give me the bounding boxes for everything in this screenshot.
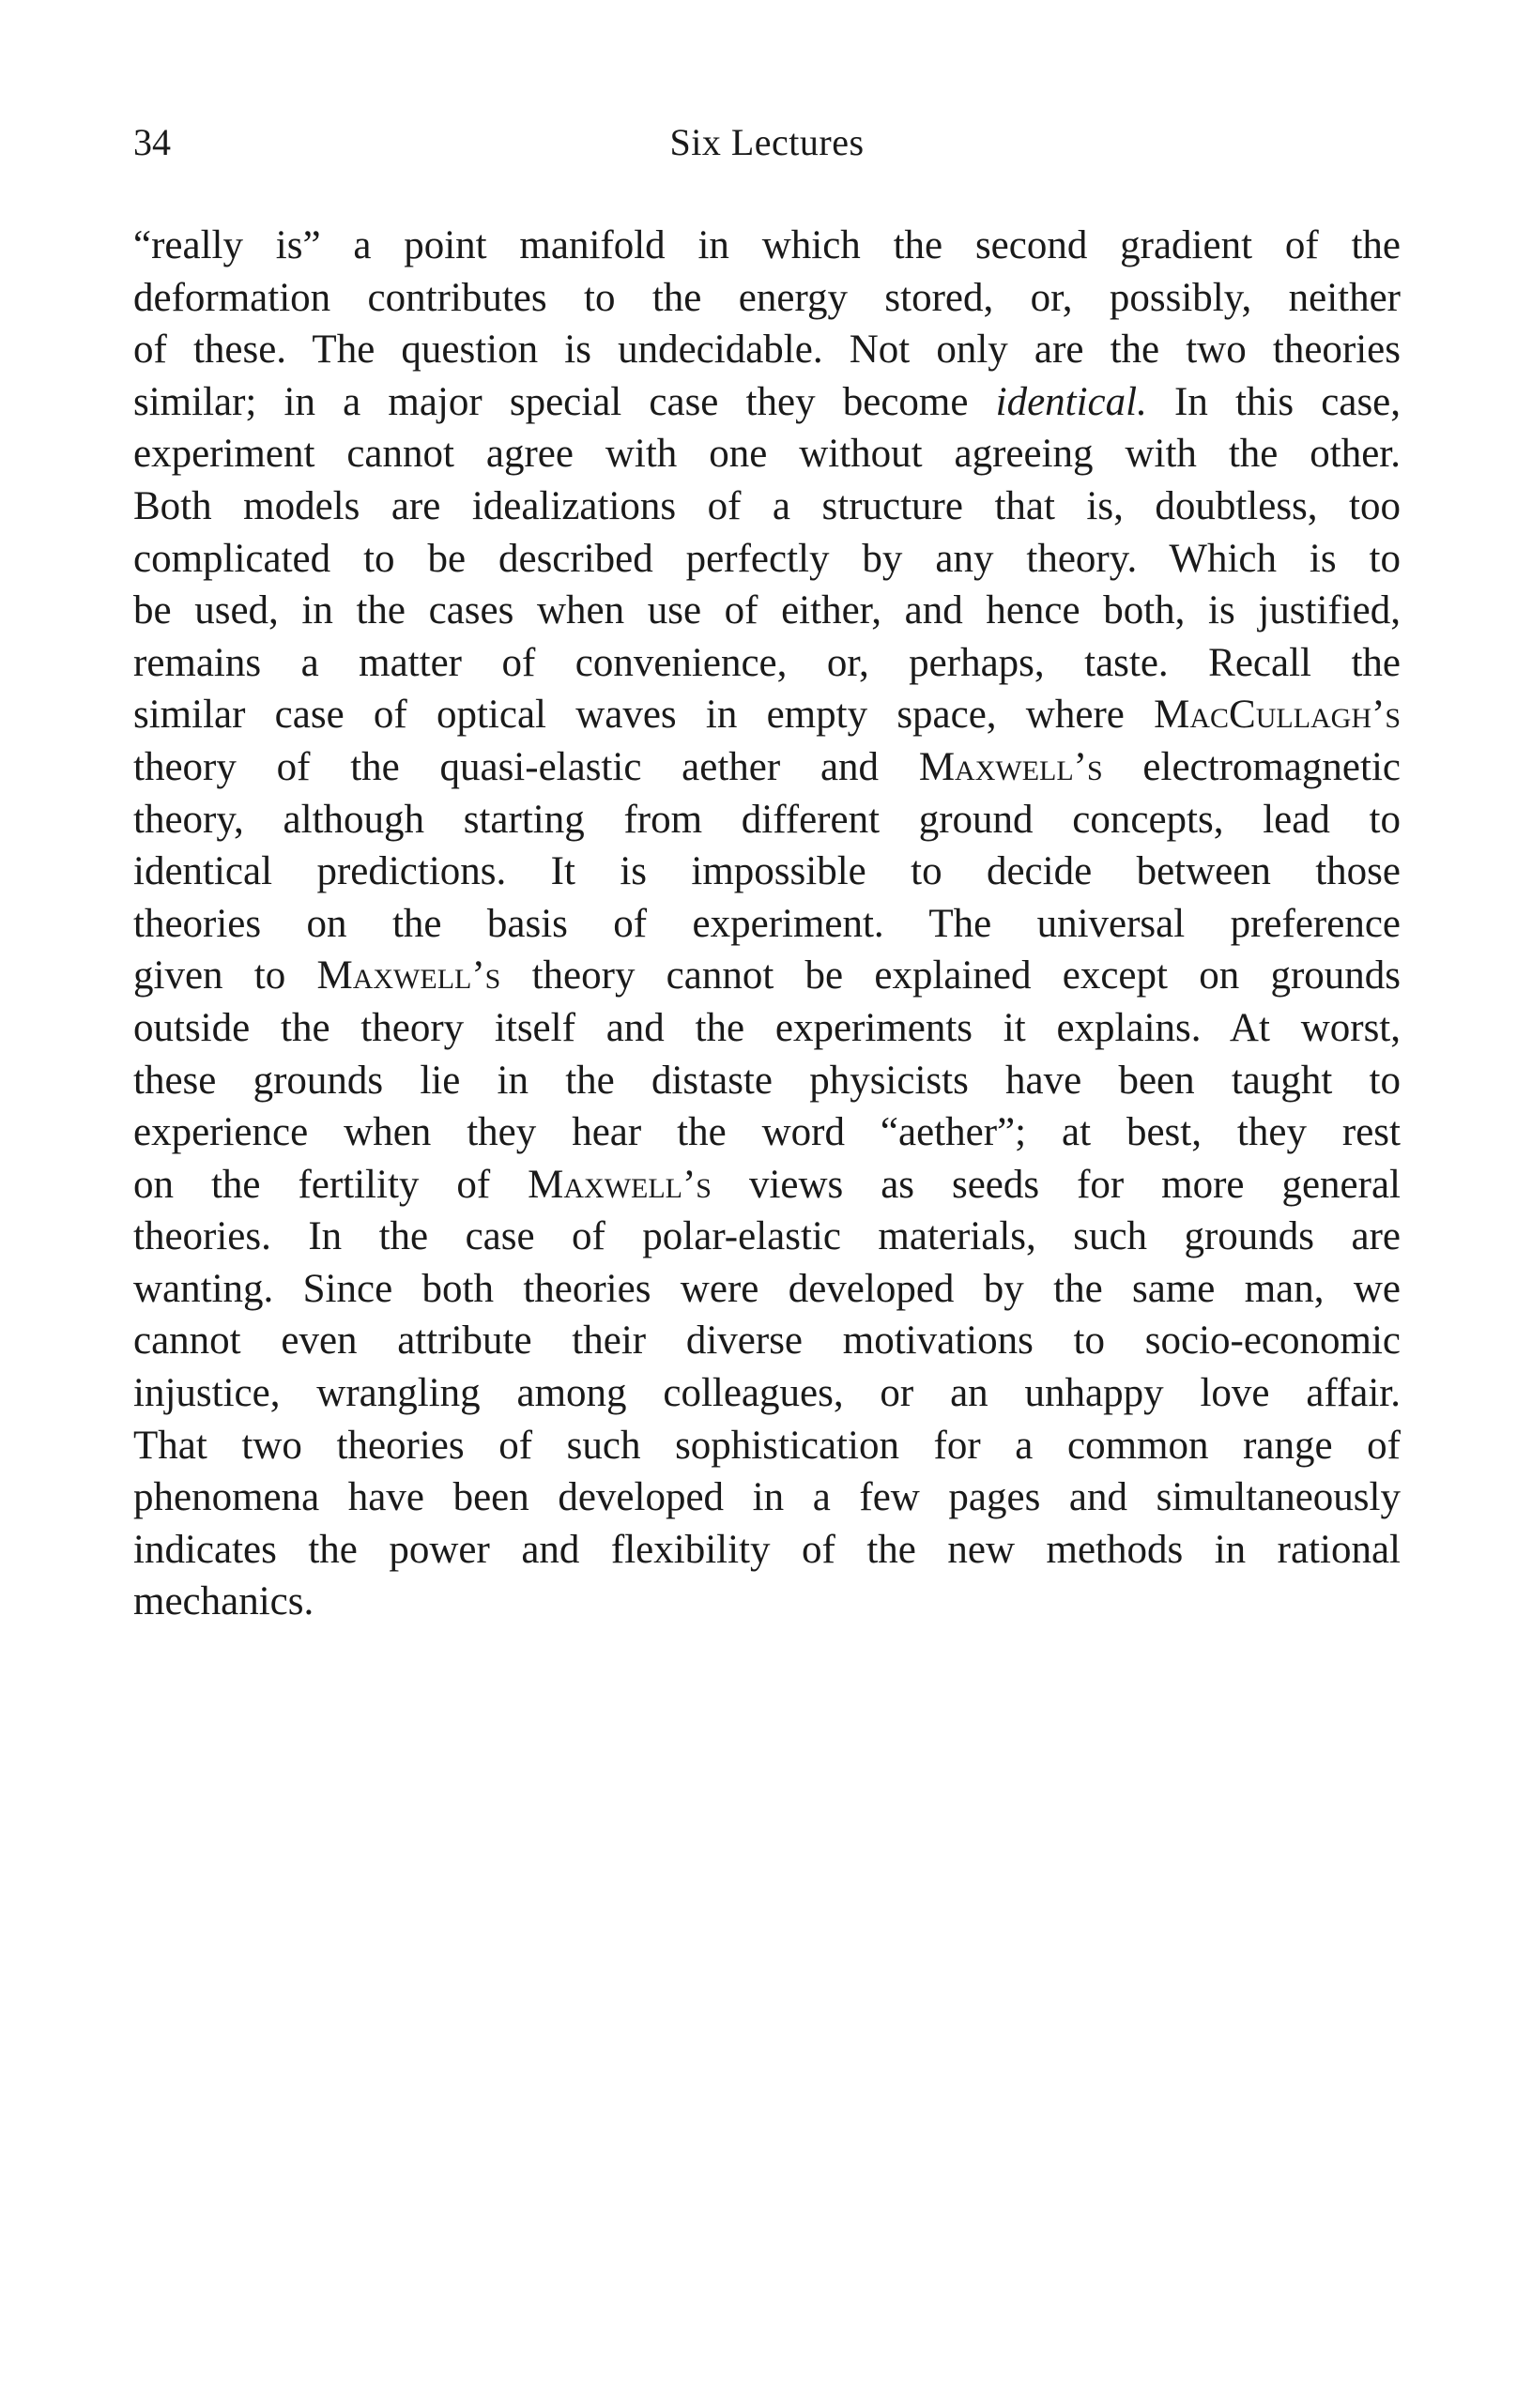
text-line: theories on the basis of experiment. The universal preference xyxy=(133,901,1401,946)
text-line: theory, although starting from different ground concepts, lead to xyxy=(133,797,1401,842)
text-line: be used, in the cases when use of either, and hence both, is justified, xyxy=(133,588,1401,633)
text-line: theory of the quasi-elastic aether and Maxwell’s electromagnetic xyxy=(133,744,1401,789)
text-line: “really is” a point manifold in which the second gradient of the xyxy=(133,223,1401,267)
text-line: similar; in a major special case they become identical. In this case, xyxy=(133,379,1402,424)
text-line: theories. In the case of polar-elastic materials, such grounds are xyxy=(133,1214,1401,1259)
text-line: outside the theory itself and the experiments it explains. At worst, xyxy=(133,1005,1401,1050)
body-paragraph xyxy=(133,220,1401,1628)
text-line: wanting. Since both theories were developed by the same man, we xyxy=(133,1266,1401,1311)
text-line: identical predictions. It is impossible to decide between those xyxy=(133,849,1401,894)
text-line: experiment cannot agree with one without agreeing with the other. xyxy=(133,432,1401,477)
author-name-maxwell: Maxwell’s xyxy=(316,953,501,998)
author-name-maxwell: Maxwell’s xyxy=(918,744,1103,789)
text-line: of these. The question is undecidable. Not only are the two theories xyxy=(133,328,1401,373)
text-line: Both models are idealizations of a structure that is, doubtless, too xyxy=(133,483,1401,528)
author-name-maccullagh: MacCullagh’s xyxy=(1154,693,1402,738)
page-number: 34 xyxy=(133,121,171,163)
page-header xyxy=(133,114,1401,171)
text-line: remains a matter of convenience, or, perhaps, taste. Recall the xyxy=(133,640,1401,685)
text-line: experience when they hear the word “aether”; at best, they rest xyxy=(133,1110,1401,1155)
text-line: phenomena have been developed in a few pages and simultaneously xyxy=(133,1475,1401,1520)
author-name-maxwell: Maxwell’s xyxy=(528,1162,712,1207)
text-line: indicates the power and flexibility of the new methods in rational xyxy=(133,1527,1401,1572)
text-line: similar case of optical waves in empty space, where MacCullagh’s xyxy=(133,693,1402,738)
emphasis-identical: identical. xyxy=(995,379,1147,424)
text-line: given to Maxwell’s theory cannot be explained except on grounds xyxy=(133,953,1402,998)
text-line: deformation contributes to the energy stored, or, possibly, neither xyxy=(133,275,1401,320)
text-line: mechanics. xyxy=(133,1579,314,1624)
text-line: these grounds lie in the distaste physicists have been taught to xyxy=(133,1058,1401,1103)
text-line: cannot even attribute their diverse motivations to socio-economic xyxy=(133,1318,1401,1364)
text-line: injustice, wrangling among colleagues, or an unhappy love affair. xyxy=(133,1371,1401,1416)
text-line: That two theories of such sophistication for a common range of xyxy=(133,1423,1401,1468)
text-line: complicated to be described perfectly by any theory. Which is to xyxy=(133,536,1401,581)
running-title: Six Lectures xyxy=(669,121,865,163)
text-line: on the fertility of Maxwell’s views as seeds for more general xyxy=(133,1162,1401,1207)
